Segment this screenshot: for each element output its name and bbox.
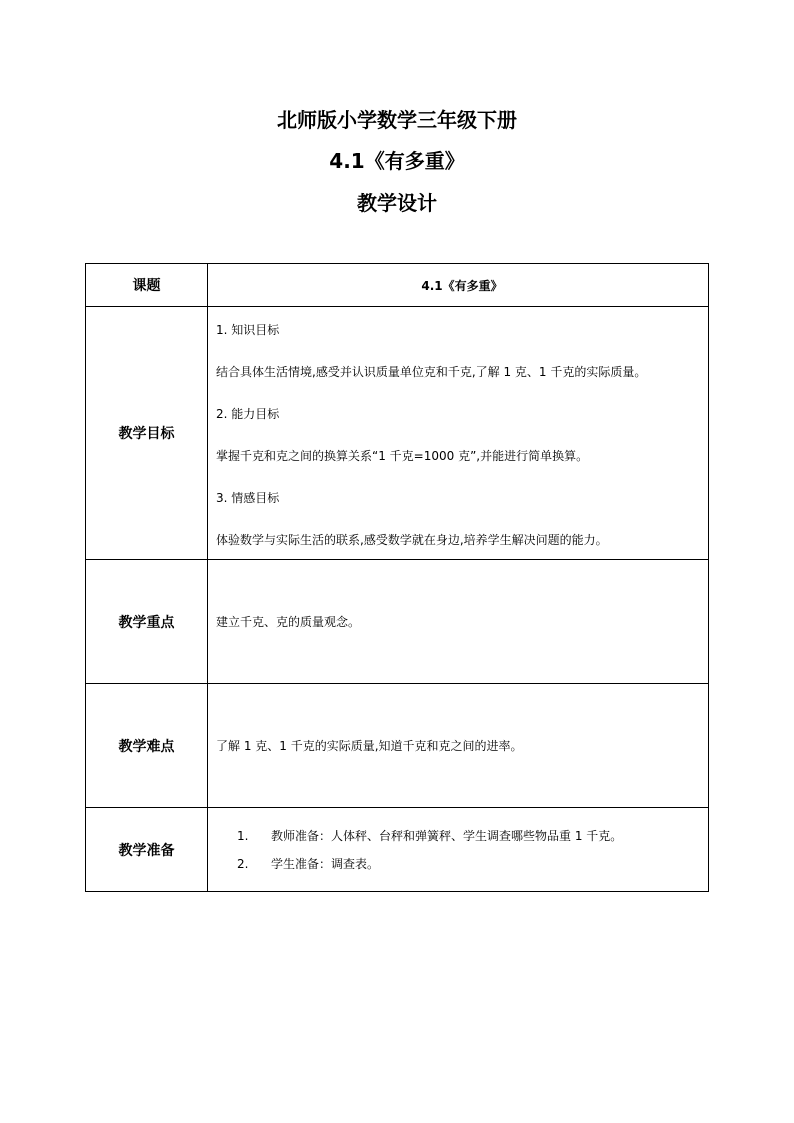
preparation-label: 教学准备 bbox=[86, 808, 208, 892]
table-row-topic bbox=[86, 264, 709, 307]
document-subtitle: 教学设计 bbox=[357, 191, 437, 215]
goals-label: 教学目标 bbox=[86, 307, 208, 560]
goal-line-ability-text: 掌握千克和克之间的换算关系“1 千克=1000 克”,并能进行简单换算。 bbox=[216, 449, 589, 463]
focus-text: 建立千克、克的质量观念。 bbox=[208, 560, 709, 684]
difficulty-label: 教学难点 bbox=[86, 684, 208, 808]
goal-line-ability-heading: 2. 能力目标 bbox=[216, 407, 280, 421]
table-row-preparation bbox=[86, 808, 709, 892]
topic-label: 课题 bbox=[86, 264, 208, 307]
list-item-number: 1. bbox=[237, 828, 249, 843]
list-item-text: 教师准备：人体秤、台秤和弹簧秤、学生调查哪些物品重 1 千克。 bbox=[271, 828, 623, 843]
goals-cell bbox=[208, 307, 709, 560]
goal-line-knowledge-text: 结合具体生活情境,感受并认识质量单位克和千克,了解 1 克、1 千克的实际质量。 bbox=[216, 365, 647, 379]
table-row-focus bbox=[86, 560, 709, 684]
goal-line-emotion-heading: 3. 情感目标 bbox=[216, 491, 280, 505]
goal-line-emotion-text: 体验数学与实际生活的联系,感受数学就在身边,培养学生解决问题的能力。 bbox=[216, 533, 608, 547]
list-item-text: 学生准备：调查表。 bbox=[271, 856, 380, 871]
goals-list bbox=[216, 307, 708, 559]
lesson-title: 4.1《有多重》 bbox=[329, 149, 465, 173]
list-item bbox=[208, 850, 708, 878]
document-title: 北师版小学数学三年级下册 bbox=[277, 108, 517, 132]
list-item-number: 2. bbox=[237, 856, 249, 871]
list-item bbox=[208, 822, 708, 850]
topic-value: 4.1《有多重》 bbox=[208, 264, 709, 307]
lesson-plan-table bbox=[85, 263, 709, 892]
preparation-cell bbox=[208, 808, 709, 892]
table-row-difficulty bbox=[86, 684, 709, 808]
difficulty-text: 了解 1 克、1 千克的实际质量,知道千克和克之间的进率。 bbox=[208, 684, 709, 808]
focus-label: 教学重点 bbox=[86, 560, 208, 684]
goal-line-knowledge-heading: 1. 知识目标 bbox=[216, 323, 280, 337]
table-row-goals bbox=[86, 307, 709, 560]
